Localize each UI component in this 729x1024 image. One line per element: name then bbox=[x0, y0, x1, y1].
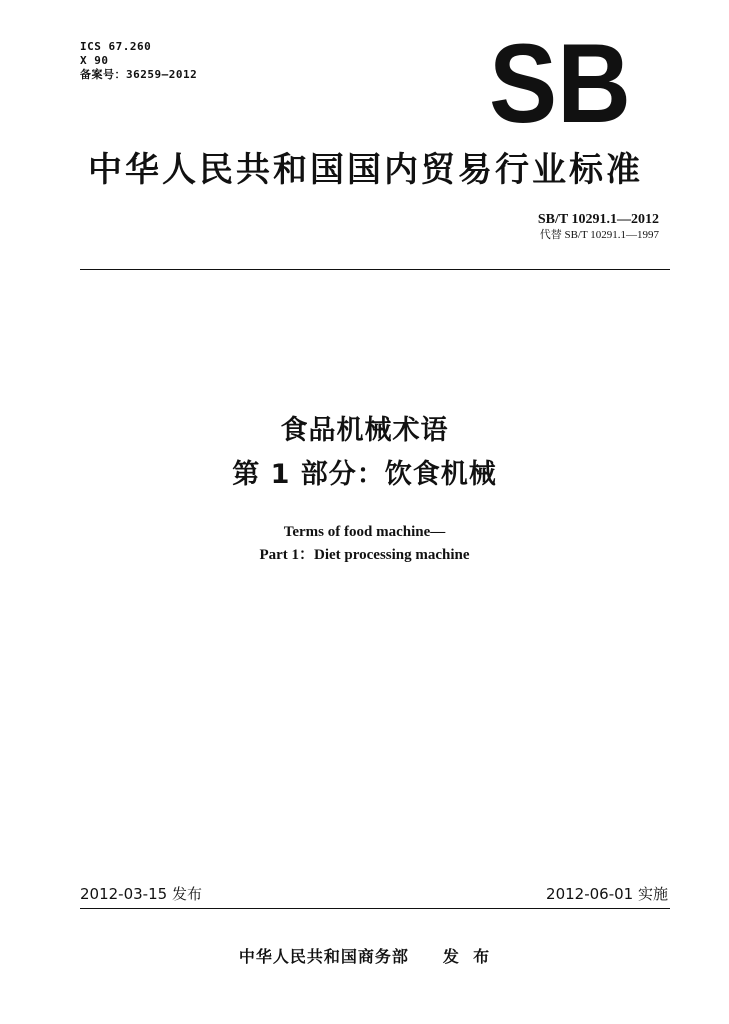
title-cn-line2: 第 1 部分：饮食机械 bbox=[232, 459, 497, 490]
category-code: X 90 bbox=[80, 54, 109, 67]
org-title bbox=[0, 148, 729, 192]
title-en-line2: Part 1：Diet processing machine bbox=[259, 547, 470, 563]
header-meta bbox=[80, 40, 197, 82]
filing-number: 备案号：36259—2012 bbox=[80, 68, 198, 81]
title-en-line1: Terms of food machine— bbox=[283, 524, 446, 540]
org-title-text: 中华人民共和国国内贸易行业标准 bbox=[88, 150, 643, 190]
standard-number: SB/T 10291.1—2012 bbox=[537, 212, 659, 227]
standard-replaces: 代替 SB/T 10291.1—1997 bbox=[539, 229, 659, 241]
title-cn-line1: 食品机械术语 bbox=[280, 415, 449, 446]
ics-code: ICS 67.260 bbox=[80, 40, 152, 53]
header-divider bbox=[80, 269, 670, 270]
issuer-name: 中华人民共和国商务部 bbox=[238, 947, 409, 966]
footer-divider bbox=[80, 908, 670, 909]
implementation-date: 2012-06-01 实施 bbox=[546, 885, 668, 903]
issue-date: 2012-03-15 发布 bbox=[80, 885, 202, 903]
sb-logo bbox=[487, 40, 633, 128]
issuer-action: 发 布 bbox=[442, 947, 491, 966]
sb-logo-text: SB bbox=[489, 40, 631, 128]
issuer bbox=[0, 946, 729, 968]
